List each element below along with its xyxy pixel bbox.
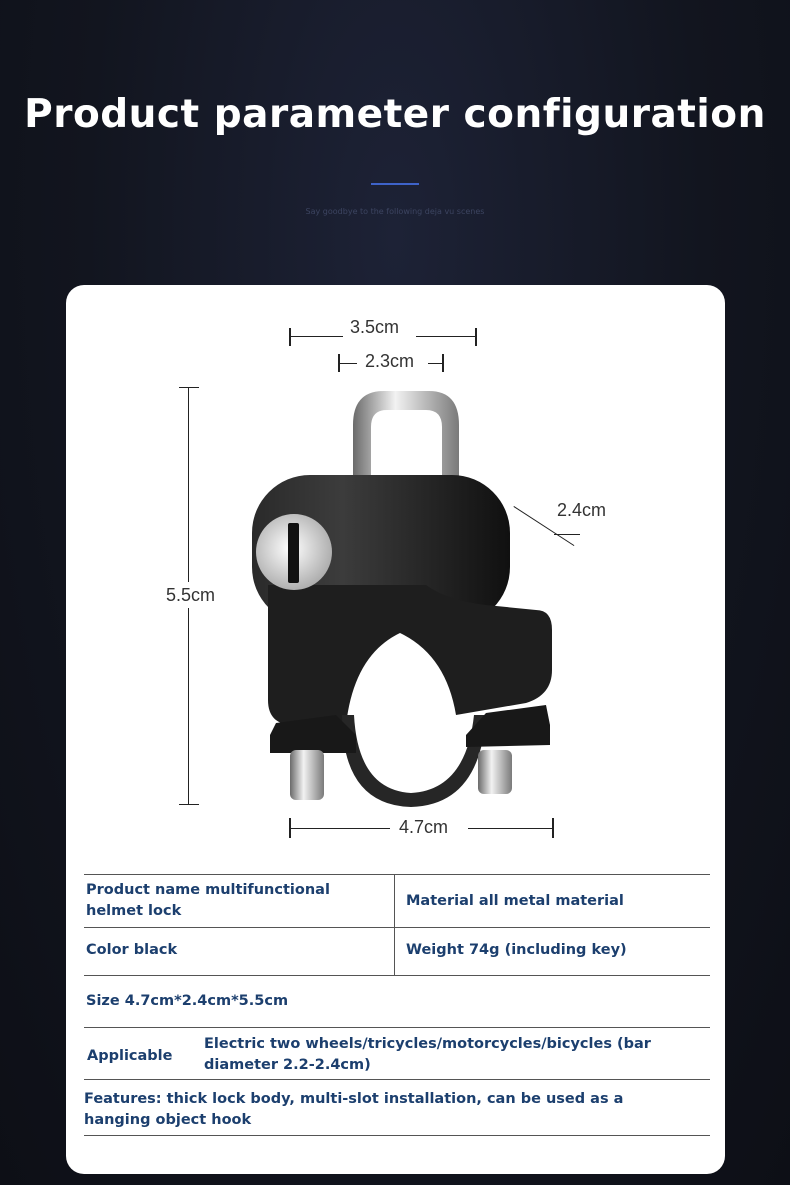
dim-2-3-right-tick bbox=[442, 354, 444, 372]
dim-5-5-top-tick bbox=[179, 387, 199, 388]
dim-label-5-5cm: 5.5cm bbox=[166, 585, 216, 605]
spec-row bbox=[84, 976, 710, 1028]
dim-3-5-left-line bbox=[290, 336, 343, 337]
dim-3-5-left-tick bbox=[289, 328, 291, 346]
spec-row bbox=[84, 874, 710, 928]
spec-row bbox=[84, 1080, 710, 1136]
spec-material: Material all metal material bbox=[406, 893, 624, 909]
spec-features: Features: thick lock body, multi-slot installation, can be used as a hanging object hook bbox=[84, 1091, 624, 1128]
spec-row bbox=[84, 928, 710, 976]
page-title: Product parameter configuration bbox=[24, 92, 766, 137]
dim-4-7-right-line bbox=[468, 828, 553, 829]
title-accent-line bbox=[371, 183, 419, 185]
spec-divider bbox=[394, 875, 395, 927]
dim-label-2-3cm: 2.3cm bbox=[365, 351, 415, 371]
dim-4-7-right-tick bbox=[552, 818, 554, 838]
dim-2-4-tick bbox=[554, 534, 580, 535]
spec-color: Color black bbox=[86, 942, 178, 958]
dim-3-5-right-line bbox=[416, 336, 476, 337]
dim-label-3-5cm: 3.5cm bbox=[350, 317, 400, 337]
dim-5-5-bottom-tick bbox=[179, 804, 199, 805]
spec-size: Size 4.7cm*2.4cm*5.5cm bbox=[86, 993, 289, 1009]
spec-applicable-value: Electric two wheels/tricycles/motorcycles/bicycles (bar diameter 2.2-2.4cm) bbox=[204, 1036, 651, 1073]
spec-weight: Weight 74g (including key) bbox=[406, 942, 627, 958]
dim-4-7-left-line bbox=[290, 828, 390, 829]
spec-product-name: Product name multifunctional helmet lock bbox=[86, 882, 330, 919]
dim-2-3-left-line bbox=[339, 363, 357, 364]
product-card bbox=[66, 285, 725, 1174]
page-subtitle: Say goodbye to the following deja vu scenes bbox=[305, 207, 485, 216]
spec-table bbox=[84, 874, 710, 1136]
dim-2-3-right-line bbox=[428, 363, 443, 364]
dim-label-4-7cm: 4.7cm bbox=[399, 817, 449, 837]
dim-label-2-4cm: 2.4cm bbox=[557, 500, 607, 520]
spec-applicable-label: Applicable bbox=[87, 1048, 173, 1064]
spec-divider bbox=[394, 928, 395, 975]
dim-3-5-right-tick bbox=[475, 328, 477, 346]
spec-row bbox=[84, 1028, 710, 1080]
